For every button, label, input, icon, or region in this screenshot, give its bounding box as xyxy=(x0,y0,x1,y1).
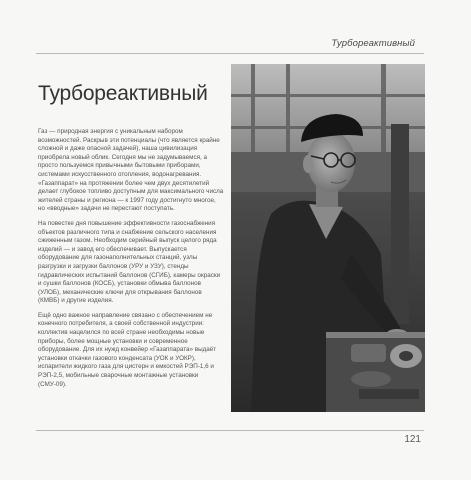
page-number: 121 xyxy=(404,434,421,445)
article-body xyxy=(38,128,224,395)
page-title: Турбореактивный xyxy=(38,82,208,105)
paragraph-3: Ещё одно важное направление связано с обеспечением не конечного потребителя, а своей собственной индустрии: коллектив нацелился по всей стране необходимы новые приборы, более мощные установки и современное оборудование. Для их нужд конвейер «Газаппарата» выдаёт установки откачки газового конденсата (УОК и УОКР), испарители жидкого газа для цистерн и емкостей РЭП-1,6 и РЭП-2,5, мобильные сварочные монтажные установки (СМУ-09). xyxy=(38,311,217,388)
paragraph-2: На повестке дня повышение эффективности газоснабжения объектов различного типа и снабжение сельского населения сжиженным газом. Необходим серийный выпуск целого ряда изделий — и завод его обеспечивает. Выпускается оборудование для газонаполнительных станций, узлы разгрузки и загрузки баллонов (УРУ и УЗУ), стенды гидравлических испытаний баллонов (СГИБ), камеры окраски и сушки баллонов (КОСБ), установки обмыва баллонов (УЛОБ), механические ключи для открывания баллонов (КМВБ) и другие изделия. xyxy=(38,219,221,305)
worker-photograph xyxy=(231,64,425,412)
running-header: Турбореактивный xyxy=(331,38,415,49)
footer-divider xyxy=(36,430,424,431)
paragraph-1: Газ — природная энергия с уникальным набором возможностей. Раскрыв эти потенциалы (что является крайне сложной и даже опасной задачей), наша цивилизация приобрела новый облик. Сегодня мы не задумываемся, а просто пользуемся привычными бытовыми приборами, системами искусственного отопления, водонагревания. «Газаппарат» на протяжении более чем двух десятилетий делает глубокое топливо доступным для максимального числа жителей страны и региона — к 1997 году достигнуто многое, но «вводные» задачи не перестают поступать. xyxy=(38,128,224,213)
header-divider xyxy=(36,53,424,54)
